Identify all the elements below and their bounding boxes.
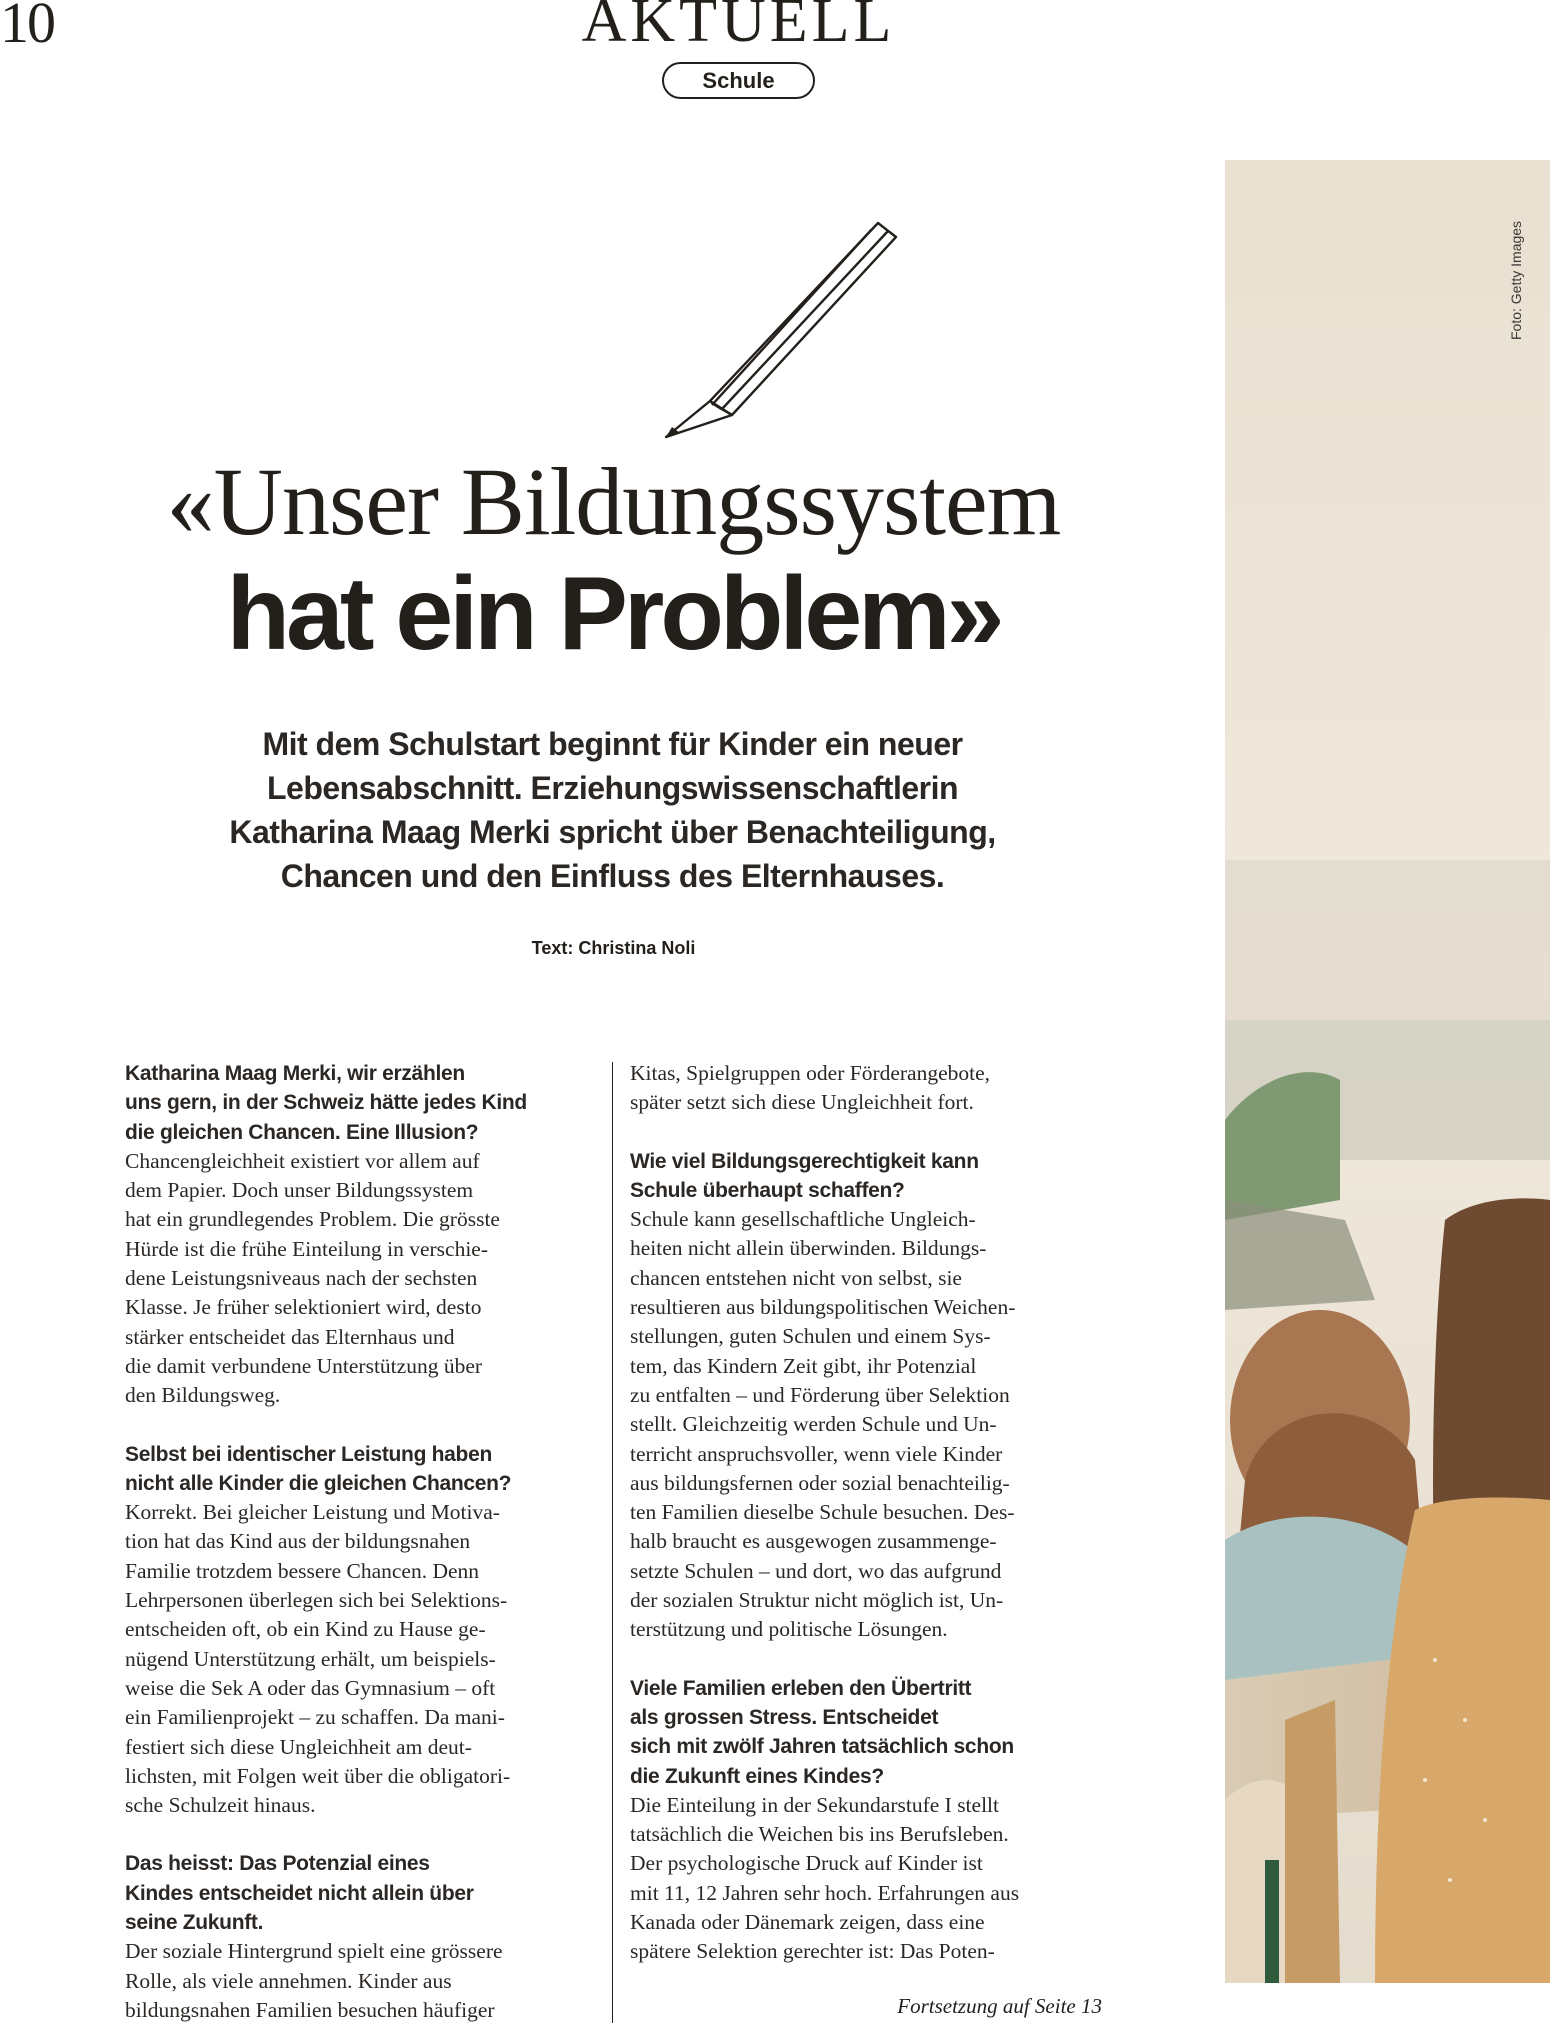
text-line: den Bildungsweg. — [125, 1383, 281, 1408]
text-line: Familie trotzdem bessere Chancen. Denn — [125, 1558, 480, 1583]
interview-answer — [125, 1147, 595, 1411]
interview-question — [630, 1147, 1100, 1206]
interview-question — [630, 1674, 1100, 1791]
lead-line: Mit dem Schulstart beginnt für Kinder ein neuer — [262, 726, 963, 762]
page-number: 10 — [0, 0, 54, 55]
text-line: Korrekt. Bei gleicher Leistung und Motiva- — [125, 1500, 500, 1525]
text-line: Schule überhaupt schaffen? — [630, 1178, 905, 1202]
photo-credit: Foto: Getty Images — [1508, 220, 1524, 340]
interview-answer — [630, 1791, 1100, 1967]
text-line: festiert sich diese Ungleichheit am deut- — [125, 1734, 472, 1759]
text-line: bildungsnahen Familien besuchen häufiger — [125, 1997, 495, 2022]
text-line: lichsten, mit Folgen weit über die obligatori- — [125, 1763, 511, 1788]
text-line: tion hat das Kind aus der bildungsnahen — [125, 1529, 471, 1554]
text-line: tem, das Kindern Zeit gibt, ihr Potenzial — [630, 1353, 977, 1378]
text-line: Kitas, Spielgruppen oder Förderangebote, — [630, 1061, 991, 1085]
text-line: Der psychologische Druck auf Kinder ist — [630, 1851, 983, 1876]
text-line: terricht anspruchsvoller, wenn viele Kinder — [630, 1441, 1003, 1466]
section-title: AKTUELL — [581, 0, 896, 55]
text-line: Kanada oder Dänemark zeigen, dass eine — [630, 1910, 985, 1935]
category-badge: Schule — [662, 62, 815, 99]
text-line: Katharina Maag Merki, wir erzählen — [125, 1062, 465, 1085]
text-line: ten Familien dieselbe Schule besuchen. Des- — [630, 1500, 1015, 1525]
headline-line-1: «Unser Bildungssystem — [166, 448, 1061, 555]
interview-question — [125, 1059, 595, 1147]
lead-line: Katharina Maag Merki spricht über Benachteiligung, — [229, 814, 996, 850]
text-line: chancen entstehen nicht von selbst, sie — [630, 1265, 962, 1290]
text-line: hat ein grundlegendes Problem. Die grösste — [125, 1207, 500, 1232]
text-line: resultieren aus bildungspolitischen Weichen- — [630, 1295, 1016, 1320]
text-line: Hürde ist die frühe Einteilung in verschie- — [125, 1236, 489, 1261]
text-line: Klasse. Je früher selektioniert wird, desto — [125, 1295, 482, 1320]
interview-question — [125, 1440, 595, 1499]
text-line: die Zukunft eines Kindes? — [630, 1764, 884, 1788]
text-line: terstützung und politische Lösungen. — [630, 1617, 948, 1642]
text-line: tatsächlich die Weichen bis ins Berufsleben. — [630, 1822, 1009, 1847]
text-line: Schule kann gesellschaftliche Ungleich- — [630, 1207, 976, 1232]
continuation-note: Fortsetzung auf Seite 13 — [897, 1994, 1102, 2018]
headline-line-2: hat ein Problem» — [226, 556, 1001, 672]
text-line: halb braucht es ausgewogen zusammenge- — [630, 1529, 997, 1554]
text-line: Kindes entscheidet nicht allein über — [125, 1881, 474, 1905]
text-line: seine Zukunft. — [125, 1911, 264, 1935]
text-line: Wie viel Bildungsgerechtigkeit kann — [630, 1149, 979, 1173]
text-line: weise die Sek A oder das Gymnasium – oft — [125, 1675, 496, 1700]
text-line: dene Leistungsniveaus nach der sechsten — [125, 1266, 478, 1291]
interview-question — [125, 1849, 595, 1937]
text-line: Das heisst: Das Potenzial eines — [125, 1852, 430, 1876]
text-line: Rolle, als viele annehmen. Kinder aus — [125, 1968, 452, 1993]
text-line: Viele Familien erleben den Übertritt — [630, 1676, 972, 1700]
text-line: als grossen Stress. Entscheidet — [630, 1705, 939, 1729]
lead-line: Chancen und den Einfluss des Elternhauses. — [280, 858, 945, 894]
text-line: aus bildungsfernen oder sozial benachteilig- — [630, 1470, 1010, 1495]
text-line: ein Familienprojekt – zu schaffen. Da mani- — [125, 1705, 505, 1730]
text-line: entscheiden oft, ob ein Kind zu Hause ge- — [125, 1617, 486, 1642]
text-line: Die Einteilung in der Sekundarstufe I stellt — [630, 1792, 999, 1817]
lead-line: Lebensabschnitt. Erziehungswissenschaftlerin — [266, 770, 959, 806]
classroom-photo — [1225, 160, 1550, 1983]
interview-answer — [125, 1498, 595, 1820]
text-line: stärker entscheidet das Elternhaus und — [125, 1324, 455, 1349]
text-line: uns gern, in der Schweiz hätte jedes Kind — [125, 1091, 527, 1115]
article-column-right — [630, 1059, 1100, 1967]
text-line: sich mit zwölf Jahren tatsächlich schon — [630, 1735, 1014, 1759]
text-line: dem Papier. Doch unser Bildungssystem — [125, 1178, 474, 1203]
text-line: nügend Unterstützung erhält, um beispiels- — [125, 1646, 496, 1671]
text-line: stellungen, guten Schulen und einem Sys- — [630, 1324, 991, 1349]
text-line: nicht alle Kinder die gleichen Chancen? — [125, 1471, 512, 1495]
author-byline: Text: Christina Noli — [531, 938, 696, 958]
text-line: die gleichen Chancen. Eine Illusion? — [125, 1120, 479, 1144]
text-line: später setzt sich diese Ungleichheit fort. — [630, 1090, 974, 1115]
interview-answer — [630, 1059, 1100, 1118]
text-line: heiten nicht allein überwinden. Bildungs- — [630, 1236, 987, 1261]
text-line: Lehrpersonen überlegen sich bei Selektions- — [125, 1588, 508, 1613]
interview-answer — [125, 1937, 595, 2025]
text-line: setzte Schulen – und dort, wo das aufgrund — [630, 1558, 1002, 1583]
pencil-icon — [650, 215, 900, 450]
text-line: sche Schulzeit hinaus. — [125, 1793, 316, 1818]
interview-answer — [630, 1205, 1100, 1644]
lead-paragraph — [150, 722, 1075, 898]
text-line: spätere Selektion gerechter ist: Das Poten- — [630, 1939, 995, 1964]
text-line: mit 11, 12 Jahren sehr hoch. Erfahrungen aus — [630, 1880, 1020, 1905]
column-divider — [612, 1062, 613, 2023]
text-line: Selbst bei identischer Leistung haben — [125, 1442, 492, 1466]
text-line: die damit verbundene Unterstützung über — [125, 1353, 483, 1378]
text-line: zu entfalten – und Förderung über Selektion — [630, 1382, 1010, 1407]
text-line: der sozialen Struktur nicht möglich ist, Un- — [630, 1588, 1004, 1613]
text-line: Chancengleichheit existiert vor allem auf — [125, 1148, 480, 1173]
article-column-left — [125, 1059, 595, 2025]
text-line: Der soziale Hintergrund spielt eine grössere — [125, 1939, 503, 1964]
text-line: stellt. Gleichzeitig werden Schule und Un- — [630, 1412, 997, 1437]
